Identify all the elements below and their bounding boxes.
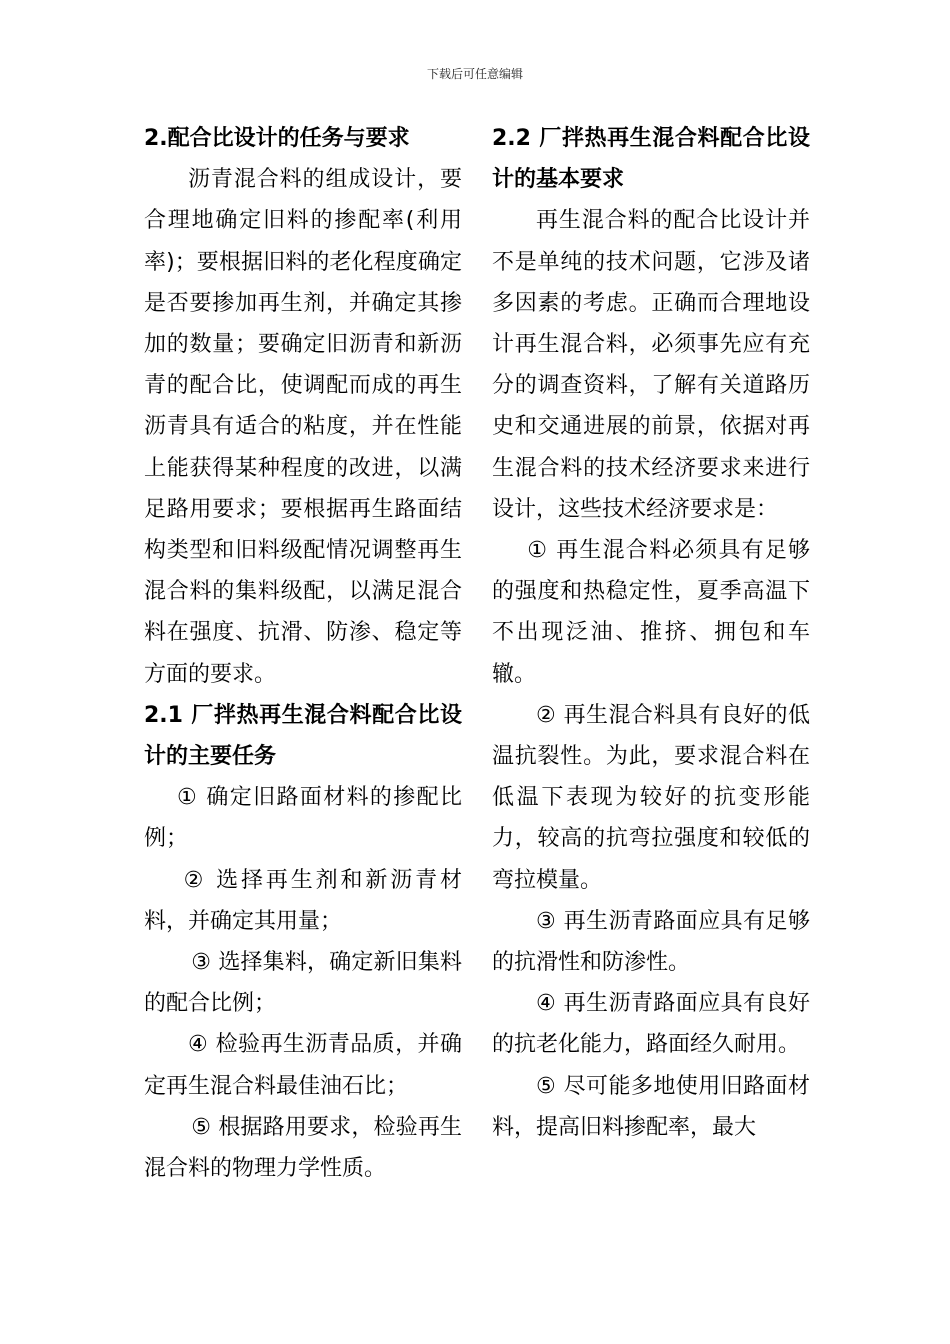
- requirement-item-5: ⑤ 尽可能多地使用旧路面材料，提高旧料掺配率，最大: [492, 1073, 810, 1140]
- intro-paragraph: 沥青混合料的组成设计，要合理地确定旧料的掺配率(利用率)；要根据旧料的老化程度确定是否要掺加再生剂，并确定其掺加的数量；要确定旧沥青和新沥青的配合比，使调配而成的再生沥青具有适合的粘度，并在性能上能获得某种程度的改进，以满足路用要求；要根据再生路面结构类型和旧料级配情况调整再生混合料的集料级配，以满足混合料在强度、抗滑、防渗、稳定等方面的要求。: [144, 167, 462, 687]
- requirement-item-2: ② 再生混合料具有良好的低温抗裂性。为此，要求混合料在低温下表现为较好的抗变形能力，较高的抗弯拉强度和较低的弯拉模量。: [492, 702, 810, 893]
- task-item-1: ① 确定旧路面材料的掺配比例；: [144, 785, 462, 852]
- section-heading-2-1: 2.1 厂拌热再生混合料配合比设计的主要任务: [144, 702, 462, 770]
- page-header-note: 下载后可任意编辑: [426, 67, 523, 81]
- right-column: [492, 118, 810, 1148]
- section-heading-2: 2.配合比设计的任务与要求: [144, 126, 410, 151]
- requirement-item-1: ① 再生混合料必须具有足够的强度和热稳定性，夏季高温下不出现泛油、推挤、拥包和车辙。: [492, 538, 810, 687]
- task-item-3: ③ 选择集料，确定新旧集料的配合比例；: [144, 950, 462, 1017]
- requirement-item-4: ④ 再生沥青路面应具有良好的抗老化能力，路面经久耐用。: [492, 991, 810, 1058]
- task-item-2: ② 选择再生剂和新沥青材料，并确定其用量；: [144, 867, 462, 934]
- section-heading-2-2: 2.2 厂拌热再生混合料配合比设计的基本要求: [492, 126, 810, 193]
- left-column: [144, 118, 462, 1189]
- requirement-item-3: ③ 再生沥青路面应具有足够的抗滑性和防渗性。: [492, 908, 810, 976]
- task-item-5: ⑤ 根据路用要求，检验再生混合料的物理力学性质。: [144, 1114, 462, 1182]
- task-item-4: ④ 检验再生沥青品质，并确定再生混合料最佳油石比；: [144, 1032, 462, 1099]
- requirements-intro-paragraph: 再生混合料的配合比设计并不是单纯的技术问题，它涉及诸多因素的考虑。正确而合理地设计再生混合料，必须事先应有充分的调查资料，了解有关道路历史和交通进展的前景，依据对再生混合料的技术经济要求来进行设计，这些技术经济要求是：: [492, 208, 810, 522]
